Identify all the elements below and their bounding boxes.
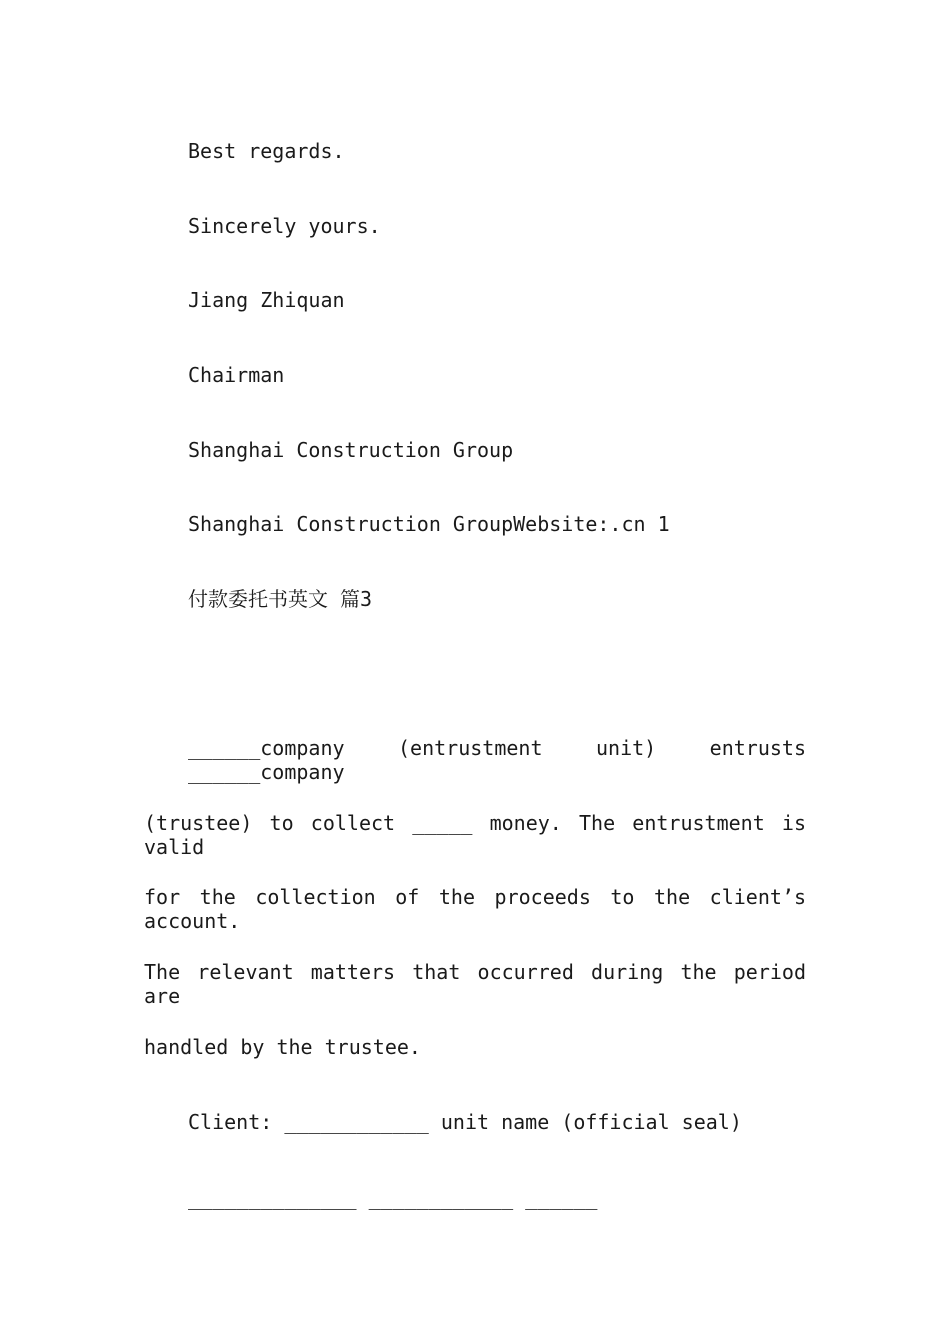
paragraph-line-5: handled by the trustee. xyxy=(144,1035,421,1059)
section-heading: 付款委托书英文 篇3 xyxy=(188,587,373,611)
signer-title: Chairman xyxy=(188,363,285,387)
closing-regards: Best regards. xyxy=(188,139,345,163)
paragraph-line-2: (trustee) to collect _____ money. The entrustment is valid xyxy=(144,811,806,859)
website-line: Shanghai Construction GroupWebsite:.cn 1 xyxy=(188,512,670,536)
signer-company: Shanghai Construction Group xyxy=(188,438,514,462)
blank-signature-line: ______________ ____________ ______ xyxy=(188,1186,598,1210)
signer-name: Jiang Zhiquan xyxy=(188,288,345,312)
closing-sincerely: Sincerely yours. xyxy=(188,214,381,238)
paragraph-line-4: The relevant matters that occurred during the period are xyxy=(144,960,806,1008)
paragraph-line-1: ______company (entrustment unit) entrusts ______company xyxy=(188,736,806,784)
paragraph-line-3: for the collection of the proceeds to the client’s account. xyxy=(144,885,806,933)
client-line: Client: ____________ unit name (official seal) xyxy=(188,1110,742,1134)
